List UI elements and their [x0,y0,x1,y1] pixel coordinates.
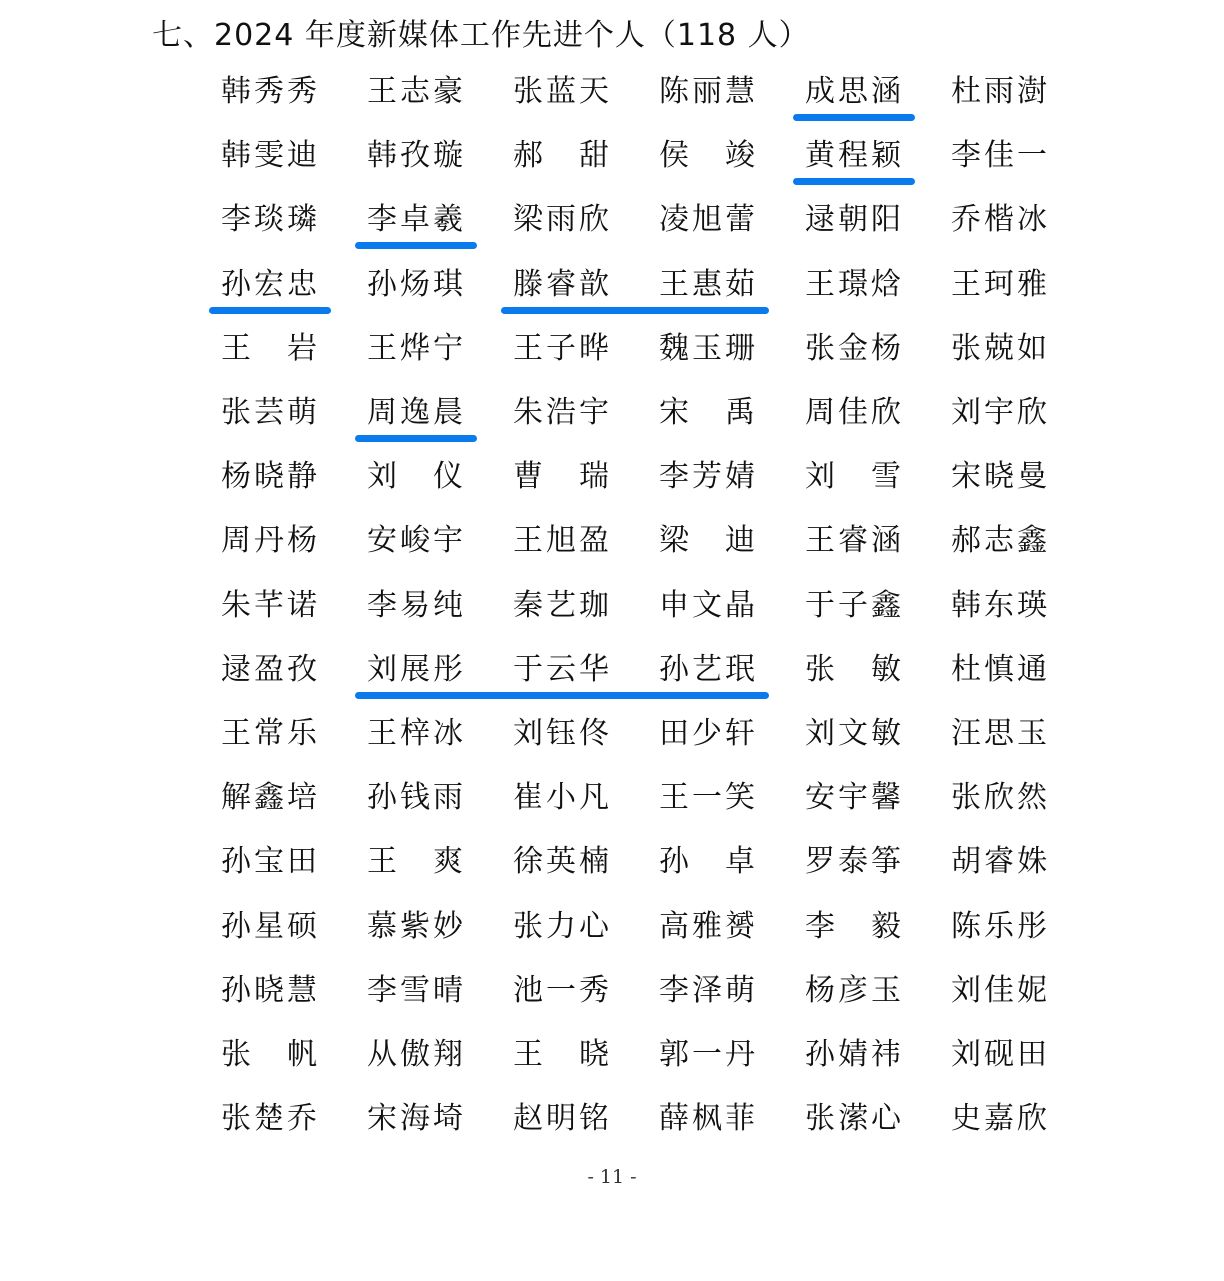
name-entry: 逯 朝 阳 [805,202,901,238]
name-entry: 乔 楷 冰 [951,202,1047,238]
name-entry: 滕 睿 歆 [513,266,609,302]
name-entry: 张 欣 然 [951,780,1047,816]
name-entry: 梁 雨 欣 [513,202,609,238]
name-entry: 张 兢 如 [951,330,1047,366]
name-entry: 刘 砚 田 [951,1037,1047,1072]
name-entry: 王 璟 焓 [805,266,901,302]
name-entry: 史 嘉 欣 [951,1101,1047,1137]
name-entry: 崔 小 凡 [513,780,609,816]
name-entry: 杨 晓 静 [221,459,317,495]
name-entry: 慕 紫 妙 [367,908,463,944]
name-entry: 张 潆 心 [805,1101,901,1137]
name-entry: 安 峻 宇 [367,523,463,559]
name-entry: 王 岩 [221,330,317,366]
name-entry: 朱 浩 宇 [513,395,609,430]
name-entry: 周 佳 欣 [805,395,901,430]
highlight-underline [355,435,477,442]
name-entry: 李 雪 晴 [367,972,463,1008]
name-entry: 赵 明 铭 [513,1101,609,1137]
name-entry: 韩 孜 璇 [367,138,463,174]
name-entry: 凌 旭 蕾 [659,202,755,238]
name-entry: 张 楚 乔 [221,1101,317,1137]
name-entry: 张 金 杨 [805,330,901,366]
name-entry: 宋 禹 [659,395,755,430]
name-entry: 张 敏 [805,651,901,687]
name-entry: 刘 宇 欣 [951,395,1047,430]
name-entry: 秦 艺 珈 [513,587,609,623]
name-entry: 于 云 华 [513,651,609,687]
name-entry: 安 宇 馨 [805,780,901,816]
name-entry: 宋 晓 曼 [951,459,1047,495]
highlight-underline [355,692,769,699]
name-entry: 王 晓 [513,1037,609,1072]
name-entry: 曹 瑞 [513,459,609,495]
name-entry: 周 丹 杨 [221,523,317,559]
name-entry: 陈 乐 彤 [951,908,1047,944]
name-entry: 张 帆 [221,1037,317,1072]
name-entry: 侯 竣 [659,138,755,174]
name-entry: 韩 东 瑛 [951,587,1047,623]
name-entry: 朱 芊 诺 [221,587,317,623]
name-entry: 王 常 乐 [221,716,317,751]
name-entry: 张 芸 萌 [221,395,317,430]
name-entry: 张 蓝 天 [513,74,609,109]
name-entry: 成 思 涵 [805,74,901,109]
name-entry: 杜 雨 澍 [951,74,1047,109]
name-entry: 王 珂 雅 [951,266,1047,302]
name-entry: 王 惠 茹 [659,266,755,302]
name-entry: 韩 秀 秀 [221,74,317,109]
name-entry: 梁 迪 [659,523,755,559]
name-entry: 李 泽 萌 [659,972,755,1008]
section-heading: 七、2024 年度新媒体工作先进个人（118 人） [152,18,810,53]
name-entry: 李 芳 婧 [659,459,755,495]
name-entry: 魏 玉 珊 [659,330,755,366]
name-entry: 周 逸 晨 [367,395,463,430]
name-entry: 郭 一 丹 [659,1037,755,1072]
name-entry: 王 爽 [367,844,463,880]
name-entry: 孙 宏 忠 [221,266,317,302]
highlight-underline [501,307,769,314]
name-entry: 罗 泰 筝 [805,844,901,880]
name-entry: 于 子 鑫 [805,587,901,623]
name-entry: 孙 艺 珉 [659,651,755,687]
name-entry: 陈 丽 慧 [659,74,755,109]
name-entry: 李 卓 羲 [367,202,463,238]
highlight-underline [793,114,915,121]
page-number: - 11 - [587,1166,637,1188]
name-entry: 孙 星 硕 [221,908,317,944]
name-entry: 徐 英 楠 [513,844,609,880]
name-entry: 张 力 心 [513,908,609,944]
name-entry: 孙 卓 [659,844,755,880]
name-entry: 刘 钰 佟 [513,716,609,751]
name-entry: 孙 钱 雨 [367,780,463,816]
name-entry: 从 傲 翔 [367,1037,463,1072]
name-entry: 孙 炀 琪 [367,266,463,302]
name-entry: 王 梓 冰 [367,716,463,751]
name-entry: 王 志 豪 [367,74,463,109]
name-entry: 杨 彦 玉 [805,972,901,1008]
name-entry: 申 文 晶 [659,587,755,623]
name-entry: 刘 文 敏 [805,716,901,751]
name-entry: 高 雅 赟 [659,908,755,944]
name-entry: 李 琰 璘 [221,202,317,238]
name-entry: 王 子 晔 [513,330,609,366]
name-entry: 刘 仪 [367,459,463,495]
highlight-underline [209,307,331,314]
name-entry: 郝 志 鑫 [951,523,1047,559]
name-entry: 黄 程 颖 [805,138,901,174]
name-entry: 杜 慎 通 [951,651,1047,687]
name-entry: 李 毅 [805,908,901,944]
highlight-underline [355,242,477,249]
name-entry: 田 少 轩 [659,716,755,751]
name-entry: 王 一 笑 [659,780,755,816]
name-entry: 胡 睿 姝 [951,844,1047,880]
highlight-underline [793,178,915,185]
name-entry: 宋 海 埼 [367,1101,463,1137]
name-entry: 解 鑫 培 [221,780,317,816]
name-entry: 薛 枫 菲 [659,1101,755,1137]
name-entry: 韩 雯 迪 [221,138,317,174]
name-entry: 孙 晓 慧 [221,972,317,1008]
name-entry: 李 佳 一 [951,138,1047,174]
name-entry: 汪 思 玉 [951,716,1047,751]
name-entry: 孙 婧 祎 [805,1037,901,1072]
name-entry: 孙 宝 田 [221,844,317,880]
name-entry: 刘 雪 [805,459,901,495]
name-entry: 王 旭 盈 [513,523,609,559]
name-entry: 郝 甜 [513,138,609,174]
name-entry: 刘 佳 妮 [951,972,1047,1008]
name-entry: 王 烨 宁 [367,330,463,366]
name-entry: 王 睿 涵 [805,523,901,559]
name-entry: 李 易 纯 [367,587,463,623]
name-entry: 池 一 秀 [513,972,609,1008]
name-entry: 刘 展 彤 [367,651,463,687]
name-entry: 逯 盈 孜 [221,651,317,687]
